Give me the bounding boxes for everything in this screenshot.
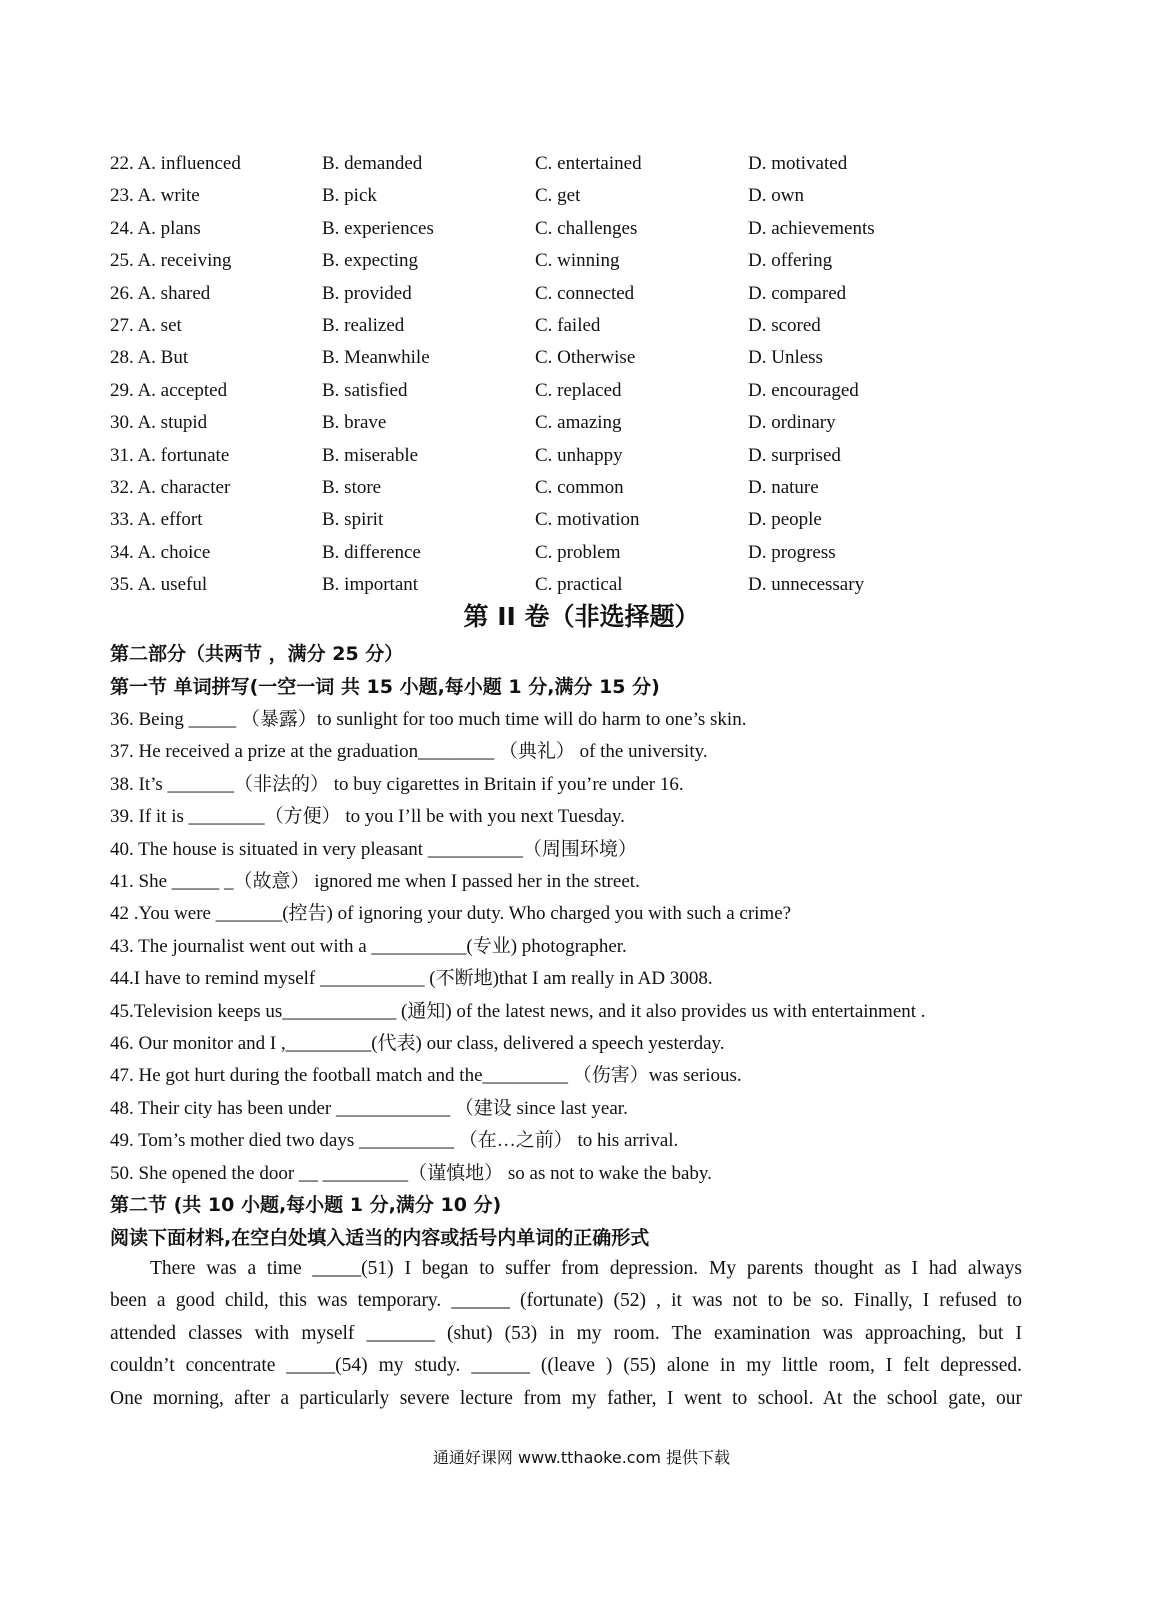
choice-row [0, 509, 1163, 541]
section2-heading: 第二节 (共 10 小题,每小题 1 分,满分 10 分) [110, 1194, 502, 1216]
option-b: B. important [322, 574, 419, 596]
option-c: C. get [535, 185, 581, 207]
choice-row [0, 380, 1163, 412]
option-d: D. surprised [748, 444, 841, 466]
choice-row [0, 477, 1163, 509]
option-b: B. realized [322, 315, 405, 336]
option-b: B. experiences [322, 217, 434, 239]
option-c: C. challenges [535, 217, 638, 239]
spelling-item: 42 .You were _______(控告) of ignoring your duty. Who charged you with such a crime? [110, 903, 792, 925]
choice-row [0, 153, 1163, 185]
option-c: C. common [535, 477, 624, 498]
option-a: 30. A. stupid [110, 412, 208, 434]
option-a: 34. A. choice [110, 541, 211, 563]
option-c: C. amazing [535, 412, 622, 434]
option-d: D. own [748, 185, 804, 207]
choice-row [0, 315, 1163, 347]
volume-title: 第 II 卷（非选择题） [463, 602, 700, 631]
option-b: B. satisfied [322, 379, 408, 401]
option-c: C. failed [535, 315, 601, 336]
choice-row [0, 445, 1163, 477]
spelling-item: 43. The journalist went out with a __________(专业) photographer. [110, 935, 627, 957]
option-d: D. progress [748, 541, 836, 563]
option-c: C. replaced [535, 379, 622, 401]
option-a: 32. A. character [110, 477, 231, 498]
option-c: C. practical [535, 574, 623, 596]
choice-row [0, 283, 1163, 315]
option-d: D. offering [748, 250, 833, 272]
option-b: B. brave [322, 412, 387, 434]
option-c: C. winning [535, 250, 620, 272]
option-a: 25. A. receiving [110, 250, 232, 272]
option-c: C. Otherwise [535, 347, 636, 369]
option-a: 33. A. effort [110, 509, 203, 531]
spelling-item: 39. If it is ________（方便） to you I’ll be with you next Tuesday. [110, 806, 625, 828]
option-a: 29. A. accepted [110, 379, 228, 401]
passage-line: attended classes with myself _______ (shut) (53) in my room. The examination was approaching, but I [110, 1322, 1022, 1344]
spelling-item: 41. She _____ _（故意） ignored me when I passed her in the street. [110, 871, 640, 892]
spelling-item: 40. The house is situated in very pleasant __________（周围环境） [110, 838, 637, 860]
spelling-item: 45.Television keeps us____________ (通知) of the latest news, and it also provides us with entertainment . [110, 1000, 926, 1022]
option-a: 35. A. useful [110, 574, 208, 596]
section2-instruction: 阅读下面材料,在空白处填入适当的内容或括号内单词的正确形式 [110, 1227, 650, 1249]
choice-row [0, 542, 1163, 574]
part2-heading: 第二部分（共两节 ，满分 25 分） [110, 643, 404, 665]
option-d: D. compared [748, 282, 847, 304]
option-b: B. miserable [322, 444, 419, 466]
option-d: D. ordinary [748, 412, 836, 434]
option-c: C. connected [535, 282, 635, 304]
option-c: C. entertained [535, 153, 642, 174]
option-a: 31. A. fortunate [110, 444, 230, 466]
choice-row [0, 218, 1163, 250]
option-d: D. nature [748, 477, 819, 498]
spelling-item: 47. He got hurt during the football match and the_________ （伤害）was serious. [110, 1065, 742, 1087]
option-b: B. store [322, 477, 382, 498]
option-a: 27. A. set [110, 315, 182, 336]
choice-row [0, 347, 1163, 379]
option-d: D. Unless [748, 347, 823, 369]
spelling-item: 37. He received a prize at the graduation________ （典礼） of the university. [110, 741, 708, 763]
option-a: 28. A. But [110, 347, 189, 369]
spelling-item: 44.I have to remind myself ___________ (不断地)that I am really in AD 3008. [110, 968, 713, 990]
option-b: B. demanded [322, 153, 423, 174]
spelling-item: 49. Tom’s mother died two days __________ （在…之前） to his arrival. [110, 1130, 679, 1152]
option-d: D. unnecessary [748, 574, 865, 596]
option-a: 26. A. shared [110, 282, 211, 304]
passage-line: been a good child, this was temporary. ______ (fortunate) (52) , it was not to be so. Finally, I refused to [110, 1290, 1022, 1312]
passage-line: couldn’t concentrate _____(54) my study. ______ ((leave ) (55) alone in my little room, I felt depressed. [110, 1355, 1022, 1377]
choice-row [0, 250, 1163, 282]
option-d: D. people [748, 509, 822, 531]
section1-heading: 第一节 单词拼写(一空一词 共 15 小题,每小题 1 分,满分 15 分) [110, 676, 660, 698]
option-a: 22. A. influenced [110, 153, 241, 174]
option-b: B. spirit [322, 509, 384, 531]
option-c: C. motivation [535, 509, 640, 531]
spelling-item: 48. Their city has been under ____________ （建设 since last year. [110, 1097, 628, 1119]
option-b: B. provided [322, 282, 412, 304]
option-d: D. motivated [748, 153, 848, 174]
option-a: 23. A. write [110, 185, 200, 207]
footer-credit: 通通好课网 www.tthaoke.com 提供下载 [432, 1448, 731, 1467]
option-d: D. encouraged [748, 379, 859, 401]
option-b: B. pick [322, 185, 377, 207]
spelling-item: 38. It’s _______（非法的） to buy cigarettes in Britain if you’re under 16. [110, 773, 684, 795]
passage-line: There was a time _____(51) I began to suffer from depression. My parents thought as I had always [150, 1258, 1022, 1279]
option-c: C. unhappy [535, 444, 623, 466]
option-b: B. difference [322, 541, 421, 563]
passage-line: One morning, after a particularly severe lecture from my father, I went to school. At the school gate, our [110, 1387, 1022, 1409]
choice-row [0, 185, 1163, 217]
spelling-item: 36. Being _____ （暴露）to sunlight for too much time will do harm to one’s skin. [110, 709, 747, 730]
spelling-item: 46. Our monitor and I ,_________(代表) our class, delivered a speech yesterday. [110, 1033, 725, 1054]
spelling-item: 50. She opened the door __ _________（谨慎地） so as not to wake the baby. [110, 1162, 712, 1184]
option-c: C. problem [535, 541, 621, 563]
option-a: 24. A. plans [110, 217, 201, 239]
option-d: D. achievements [748, 217, 875, 239]
passage [110, 1253, 1022, 1415]
option-b: B. Meanwhile [322, 347, 430, 369]
choice-row [0, 412, 1163, 444]
option-d: D. scored [748, 315, 821, 336]
option-b: B. expecting [322, 250, 419, 272]
